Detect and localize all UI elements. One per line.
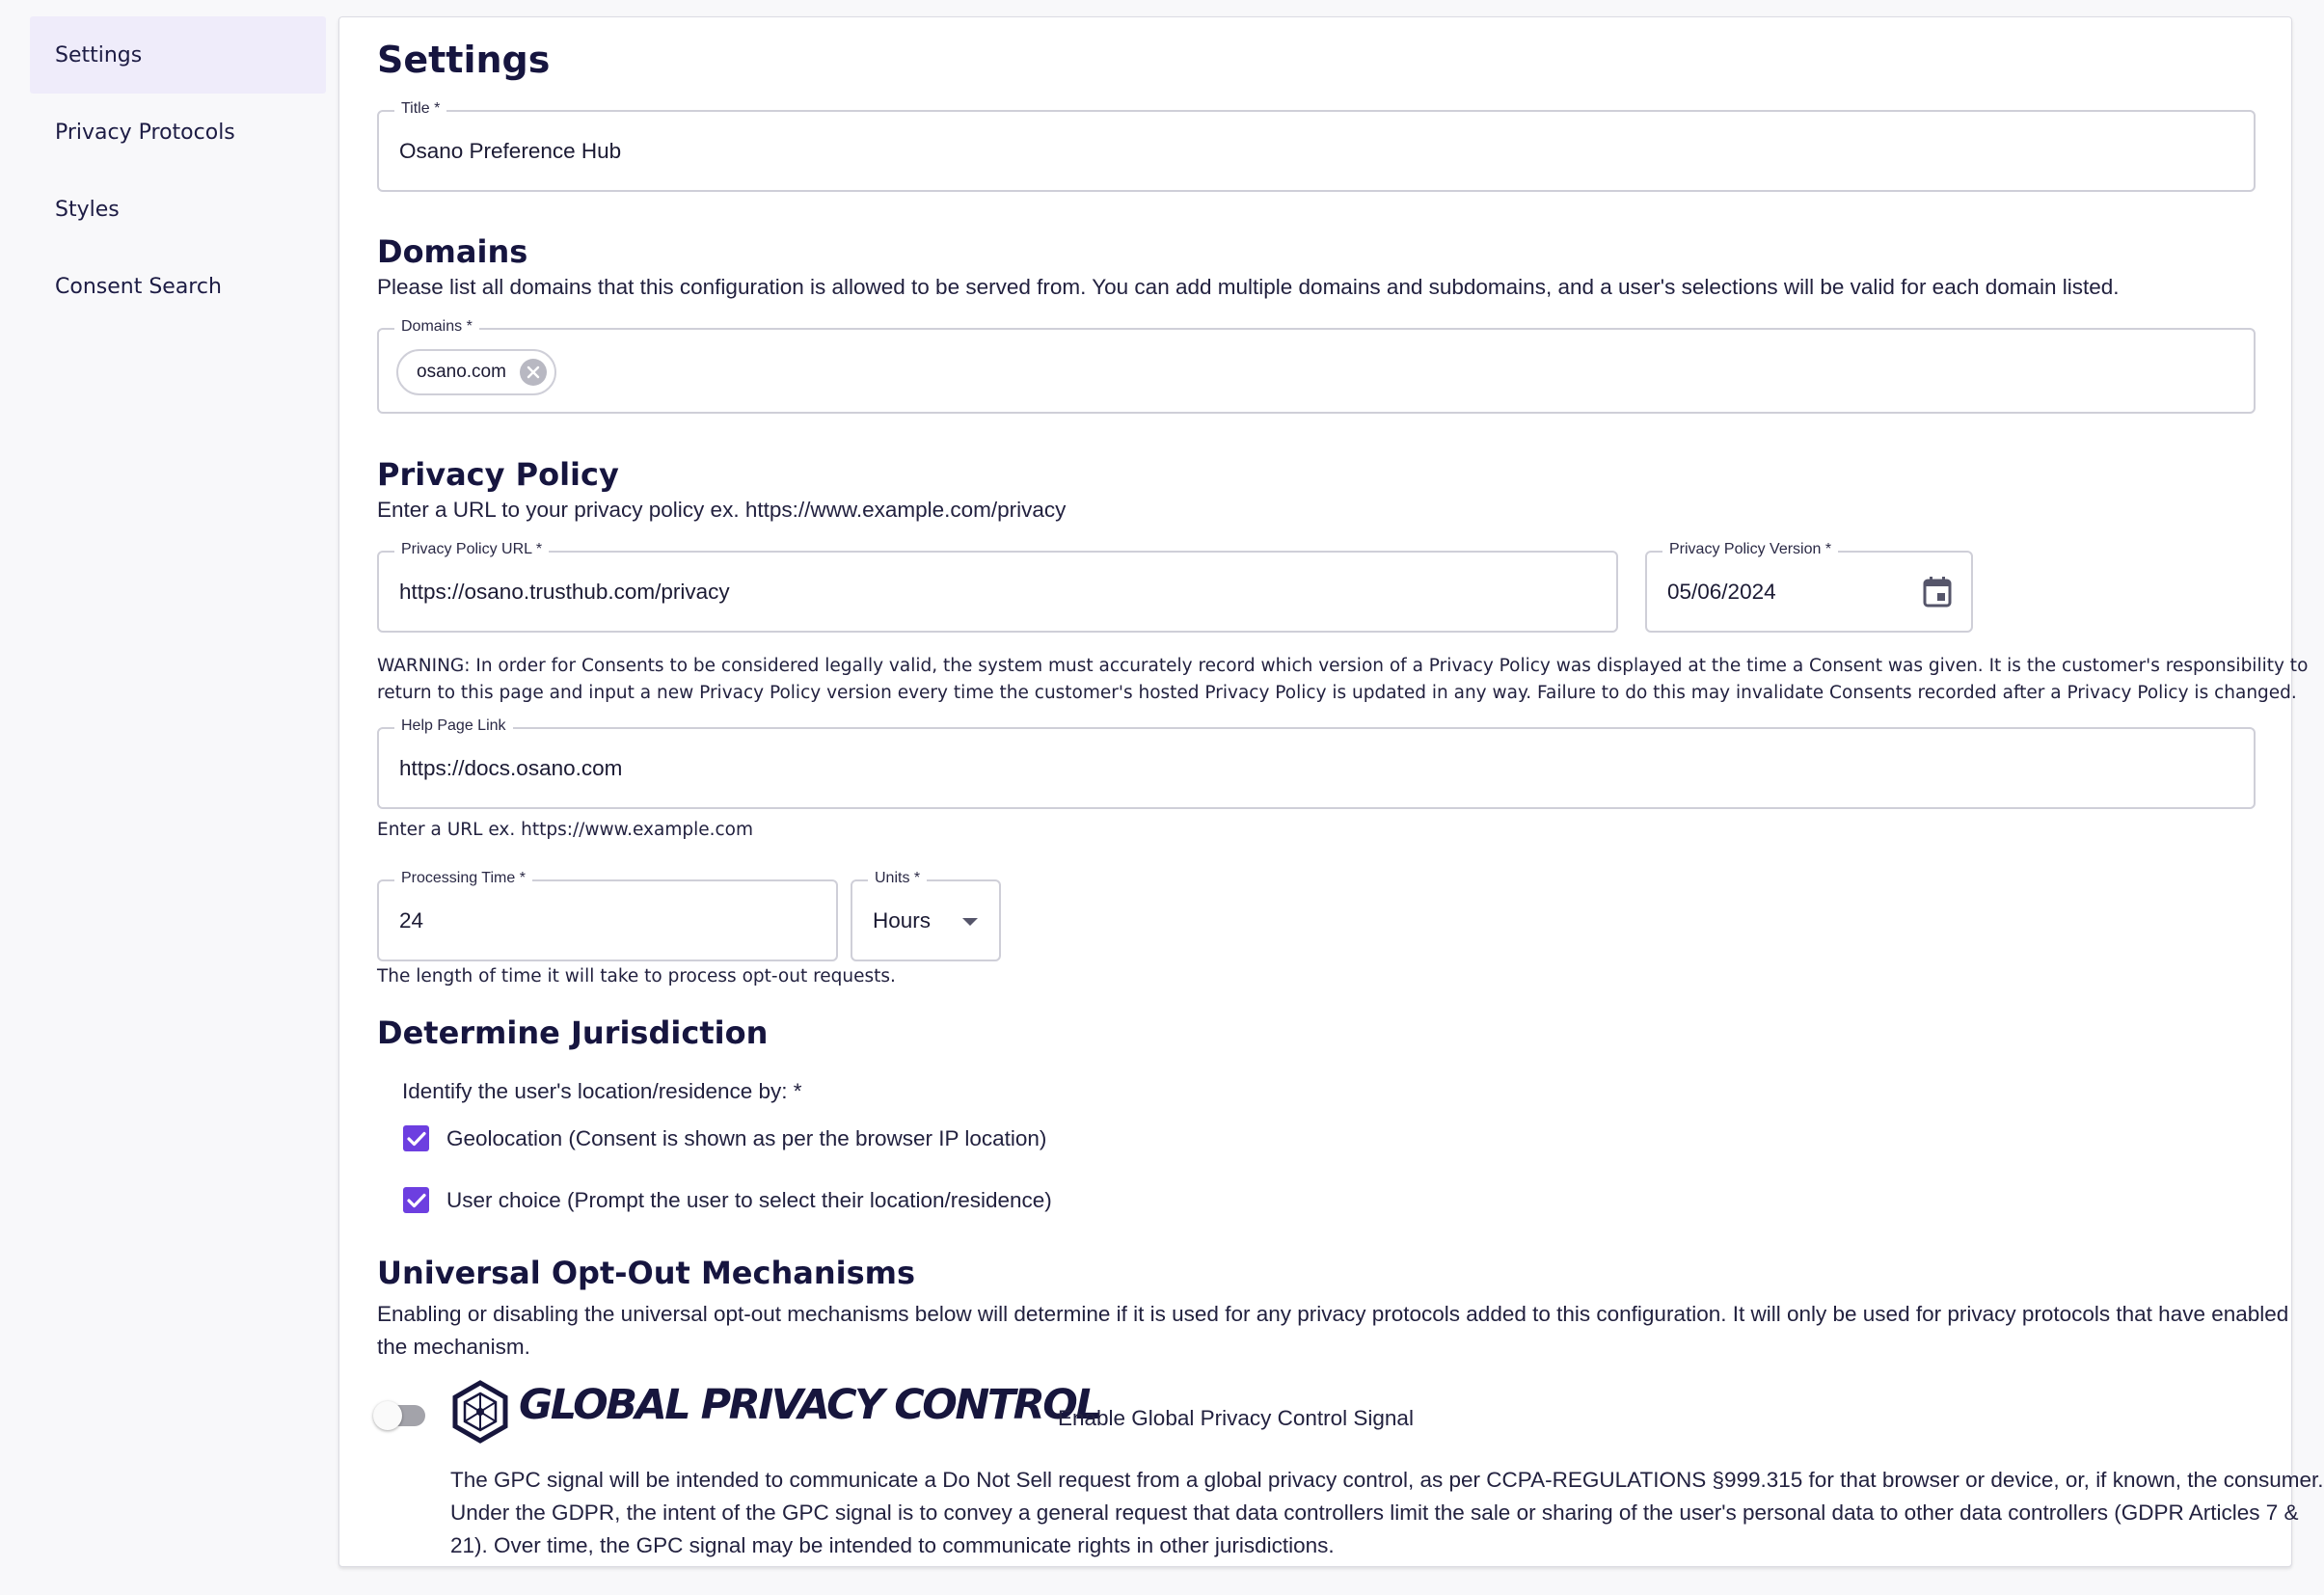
processing-time-input[interactable] — [379, 881, 836, 960]
jurisdiction-heading: Determine Jurisdiction — [377, 1014, 769, 1051]
units-label: Units * — [868, 868, 927, 889]
processing-time-field[interactable] — [377, 870, 838, 961]
sidebar-item-label: Consent Search — [55, 274, 222, 299]
toggle-thumb — [373, 1401, 402, 1430]
help-page-input[interactable] — [379, 729, 2254, 807]
check-icon — [407, 1193, 426, 1208]
privacy-policy-url-input[interactable] — [379, 553, 1616, 631]
sidebar-item-settings[interactable] — [30, 16, 326, 94]
domains-description: Please list all domains that this configuration is allowed to be served from. You can add multiple domains and subdomains, and a user's selections will be valid for each domain listed. — [377, 275, 2120, 299]
domains-heading: Domains — [377, 233, 528, 270]
domain-chip-label: osano.com — [417, 362, 506, 382]
gpc-description-line: 21). Over time, the GPC signal may be intended to communicate rights in other jurisdictions. — [450, 1533, 1335, 1557]
privacy-policy-warning — [377, 653, 2308, 707]
calendar-icon[interactable] — [1923, 576, 1952, 611]
chip-remove-icon[interactable] — [520, 359, 547, 386]
help-page-label: Help Page Link — [394, 716, 513, 737]
processing-helper: The length of time it will take to process opt-out requests. — [377, 966, 896, 987]
privacy-policy-description: Enter a URL to your privacy policy ex. https://www.example.com/privacy — [377, 498, 1067, 522]
gpc-description — [450, 1464, 2324, 1562]
sidebar — [30, 16, 326, 325]
privacy-policy-heading: Privacy Policy — [377, 456, 619, 493]
opt-out-description-line: the mechanism. — [377, 1335, 530, 1359]
sidebar-item-label: Styles — [55, 197, 120, 222]
page-title: Settings — [377, 39, 551, 81]
gpc-description-line: The GPC signal will be intended to communicate a Do Not Sell request from a global privacy control, as per CCPA-REGULATIONS §999.315 for that browser or device, or, if known, the consumer. — [450, 1468, 2324, 1492]
sidebar-item-privacy-protocols[interactable] — [30, 94, 326, 171]
opt-out-description — [377, 1298, 2288, 1364]
sidebar-item-label: Settings — [55, 42, 143, 68]
title-field[interactable] — [377, 100, 2256, 192]
warning-line: return to this page and input a new Privacy Policy version every time the customer's hosted Privacy Policy is updated in any way. Failure to do this may invalidate Consents recorded after a Privacy Policy is changed. — [377, 683, 2297, 703]
title-field-label: Title * — [394, 98, 446, 120]
help-page-field[interactable] — [377, 717, 2256, 809]
geolocation-option-label[interactable]: Geolocation (Consent is shown as per the browser IP location) — [446, 1126, 1047, 1150]
units-select[interactable] — [851, 870, 1001, 961]
gpc-logo-wordmark: GLOBAL PRIVACY CONTROL — [519, 1381, 1100, 1429]
sidebar-item-styles[interactable] — [30, 171, 326, 248]
privacy-policy-url-field[interactable] — [377, 541, 1618, 633]
check-icon — [407, 1131, 426, 1147]
privacy-policy-version-field[interactable] — [1645, 541, 1973, 633]
processing-time-label: Processing Time * — [394, 868, 532, 889]
privacy-policy-version-label: Privacy Policy Version * — [1662, 539, 1838, 560]
gpc-logo-icon — [450, 1380, 510, 1447]
gpc-toggle-label: Enable Global Privacy Control Signal — [1058, 1406, 1414, 1430]
gpc-toggle[interactable] — [373, 1396, 425, 1435]
jurisdiction-prompt: Identify the user's location/residence by: * — [402, 1079, 802, 1103]
sidebar-item-consent-search[interactable] — [30, 248, 326, 325]
domains-field-label: Domains * — [394, 316, 479, 338]
geolocation-checkbox[interactable] — [403, 1125, 429, 1151]
help-page-helper: Enter a URL ex. https://www.example.com — [377, 820, 754, 840]
opt-out-heading: Universal Opt-Out Mechanisms — [377, 1255, 916, 1291]
domains-field[interactable] — [377, 318, 2256, 414]
settings-card — [338, 16, 2324, 1567]
user-choice-checkbox[interactable] — [403, 1187, 429, 1213]
privacy-policy-url-label: Privacy Policy URL * — [394, 539, 549, 560]
opt-out-description-line: Enabling or disabling the universal opt-out mechanisms below will determine if it is used for any privacy protocols added to this configuration. It will only be used for privacy protocols that have enabled — [377, 1302, 2289, 1326]
warning-line: WARNING: In order for Consents to be considered legally valid, the system must accurately record which version of a Privacy Policy was displayed at the time a Consent was given. It is the customer's responsibility to — [377, 656, 2309, 676]
user-choice-option-label[interactable]: User choice (Prompt the user to select their location/residence) — [446, 1188, 1052, 1212]
chevron-down-icon — [962, 918, 978, 926]
sidebar-item-label: Privacy Protocols — [55, 120, 235, 145]
gpc-description-line: Under the GDPR, the intent of the GPC signal is to convey a general request that data controllers limit the sale or sharing of the user's personal data to other data controllers (GDPR Articles 7 & — [450, 1500, 2299, 1525]
units-value: Hours — [873, 908, 932, 933]
privacy-policy-version-input[interactable] — [1647, 553, 1906, 631]
title-input[interactable] — [379, 112, 2254, 190]
domain-chip — [396, 349, 556, 395]
